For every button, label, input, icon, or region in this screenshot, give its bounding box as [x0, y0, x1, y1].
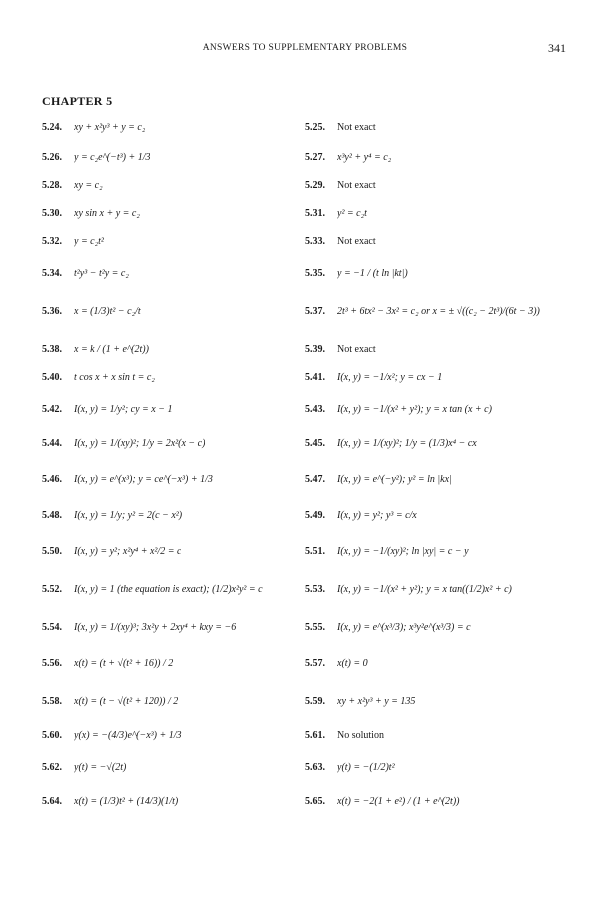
answer-text: xy sin x + y = c₂ — [74, 207, 140, 219]
problem-number: 5.24. — [42, 121, 62, 133]
answer-text: x(t) = 0 — [337, 657, 368, 669]
answer-entry-right — [305, 720, 575, 750]
answer-text: Not exact — [337, 343, 376, 355]
problem-number: 5.64. — [42, 795, 62, 807]
answer-entry-left — [42, 686, 297, 716]
answer-entry-right — [305, 394, 575, 424]
problem-number: 5.27. — [305, 151, 325, 163]
answer-entry-left — [42, 752, 297, 782]
problem-number: 5.26. — [42, 151, 62, 163]
answer-entry-right — [305, 786, 575, 816]
problem-number: 5.38. — [42, 343, 62, 355]
answer-entry-right — [305, 464, 575, 494]
answer-text: xy + x²y³ + y = 135 — [337, 695, 416, 707]
answer-text: xy + x²y³ + y = c₂ — [74, 121, 146, 133]
problem-number: 5.40. — [42, 371, 62, 383]
problem-number: 5.53. — [305, 583, 325, 595]
answer-text: xy = c₂ — [74, 179, 103, 191]
answer-entry-left — [42, 574, 297, 604]
answer-entry-left — [42, 394, 297, 424]
problem-number: 5.56. — [42, 657, 62, 669]
problem-number: 5.50. — [42, 545, 62, 557]
problem-number: 5.54. — [42, 621, 62, 633]
answer-entry-right — [305, 296, 575, 326]
answer-text: I(x, y) = −1/(x² + y²); y = x tan (x + c) — [337, 403, 492, 415]
problem-number: 5.42. — [42, 403, 62, 415]
answer-entry-right — [305, 428, 575, 458]
answer-entry-right — [305, 170, 575, 200]
problem-number: 5.44. — [42, 437, 62, 449]
answer-entry-left — [42, 142, 297, 172]
answer-entry-right — [305, 142, 575, 172]
problem-number: 5.61. — [305, 729, 325, 741]
answer-entry-left — [42, 786, 297, 816]
problem-number: 5.34. — [42, 267, 62, 279]
answer-text: y(x) = −(4/3)e^(−x³) + 1/3 — [74, 729, 182, 741]
answer-text: y = c₂e^(−t³) + 1/3 — [74, 151, 151, 163]
answer-entry-left — [42, 648, 297, 678]
answer-text: No solution — [337, 729, 384, 741]
answer-text: I(x, y) = 1/(xy)²; 1/y = 2x²(x − c) — [74, 437, 206, 449]
answer-text: I(x, y) = y²; y³ = c/x — [337, 509, 417, 521]
answer-text: x(t) = (1/3)t² + (14/3)(1/t) — [74, 795, 179, 807]
answer-entry-left — [42, 536, 297, 566]
answer-entry-left — [42, 170, 297, 200]
chapter-heading: CHAPTER 5 — [42, 94, 113, 108]
answer-entry-right — [305, 752, 575, 782]
answer-text: y = c₂t² — [74, 235, 104, 247]
answer-text: I(x, y) = 1 (the equation is exact); (1/2)x²y² = c — [74, 583, 263, 595]
answer-text: Not exact — [337, 179, 376, 191]
answer-entry-right — [305, 258, 575, 288]
running-title: ANSWERS TO SUPPLEMENTARY PROBLEMS — [202, 43, 408, 53]
answer-entry-left — [42, 362, 297, 392]
problem-number: 5.65. — [305, 795, 325, 807]
answer-text: y² = c₂t — [337, 207, 367, 219]
answer-entry-right — [305, 198, 575, 228]
problem-number: 5.63. — [305, 761, 325, 773]
problem-number: 5.58. — [42, 695, 62, 707]
problem-number: 5.35. — [305, 267, 325, 279]
problem-number: 5.49. — [305, 509, 325, 521]
answer-entry-right — [305, 612, 575, 642]
answer-text: Not exact — [337, 121, 376, 133]
answer-entry-right — [305, 362, 575, 392]
answer-text: I(x, y) = −1/x²; y = cx − 1 — [337, 371, 443, 383]
problem-number: 5.41. — [305, 371, 325, 383]
answer-text: I(x, y) = −1/(xy)²; ln |xy| = c − y — [337, 545, 469, 557]
answer-entry-right — [305, 226, 575, 256]
answer-text: y(t) = −(1/2)t² — [337, 761, 395, 773]
answer-text: I(x, y) = y²; x²y⁴ + x²/2 = c — [74, 545, 182, 557]
problem-number: 5.59. — [305, 695, 325, 707]
problem-number: 5.31. — [305, 207, 325, 219]
answer-text: x = (1/3)t² − c₂/t — [74, 305, 141, 317]
answer-entry-left — [42, 428, 297, 458]
answer-text: x³y² + y⁴ = c₂ — [337, 151, 392, 163]
problem-number: 5.39. — [305, 343, 325, 355]
answer-entry-left — [42, 258, 297, 288]
problem-number: 5.32. — [42, 235, 62, 247]
problem-number: 5.30. — [42, 207, 62, 219]
problem-number: 5.47. — [305, 473, 325, 485]
answer-entry-right — [305, 334, 575, 364]
answer-text: x(t) = (t + √(t² + 16)) / 2 — [74, 657, 174, 669]
problem-number: 5.57. — [305, 657, 325, 669]
answer-text: y = −1 / (t ln |kt|) — [337, 267, 408, 279]
problem-number: 5.48. — [42, 509, 62, 521]
answer-text: I(x, y) = 1/y²; cy = x − 1 — [74, 403, 173, 415]
problem-number: 5.28. — [42, 179, 62, 191]
answer-entry-left — [42, 296, 297, 326]
answer-entry-right — [305, 686, 575, 716]
answer-text: x(t) = −2(1 + e²) / (1 + e^(2t)) — [337, 795, 460, 807]
answer-entry-right — [305, 536, 575, 566]
answer-text: t cos x + x sin t = c₂ — [74, 371, 155, 383]
problem-number: 5.45. — [305, 437, 325, 449]
answer-entry-left — [42, 226, 297, 256]
answer-entry-left — [42, 334, 297, 364]
problem-number: 5.36. — [42, 305, 62, 317]
answer-text: I(x, y) = e^(−y²); y² = ln |kx| — [337, 473, 452, 485]
answer-text: I(x, y) = 1/y; y² = 2(c − x²) — [74, 509, 183, 521]
answer-text: Not exact — [337, 235, 376, 247]
answer-text: 2t³ + 6tx² − 3x² = c₂ or x = ± √((c₂ − 2t³)/(6t − 3)) — [337, 305, 540, 317]
answer-text: I(x, y) = 1/(xy)³; 3x²y + 2xy⁴ + kxy = −6 — [74, 621, 237, 633]
answer-text: y(t) = −√(2t) — [74, 761, 127, 773]
answer-entry-left — [42, 500, 297, 530]
answer-text: I(x, y) = e^(x³); y = ce^(−x³) + 1/3 — [74, 473, 213, 485]
problem-number: 5.29. — [305, 179, 325, 191]
problem-number: 5.52. — [42, 583, 62, 595]
answer-entry-right — [305, 500, 575, 530]
answer-text: I(x, y) = e^(x³/3); x³y²e^(x³/3) = c — [337, 621, 471, 633]
answer-entry-left — [42, 198, 297, 228]
problem-number: 5.51. — [305, 545, 325, 557]
answer-entry-left — [42, 612, 297, 642]
answer-text: x = k / (1 + e^(2t)) — [74, 343, 149, 355]
answer-entry-left — [42, 464, 297, 494]
problem-number: 5.60. — [42, 729, 62, 741]
answer-text: t²y³ − t²y = c₂ — [74, 267, 129, 279]
problem-number: 5.55. — [305, 621, 325, 633]
answer-entry-right — [305, 648, 575, 678]
problem-number: 5.46. — [42, 473, 62, 485]
answer-text: I(x, y) = −1/(x² + y²); y = x tan((1/2)x² + c) — [337, 583, 512, 595]
answer-entry-left — [42, 112, 297, 142]
page-number: 341 — [548, 41, 566, 55]
answer-entry-right — [305, 112, 575, 142]
problem-number: 5.37. — [305, 305, 325, 317]
problem-number: 5.25. — [305, 121, 325, 133]
answer-text: I(x, y) = 1/(xy)²; 1/y = (1/3)x⁴ − cx — [337, 437, 477, 449]
problem-number: 5.43. — [305, 403, 325, 415]
answer-text: x(t) = (t − √(t² + 120)) / 2 — [74, 695, 179, 707]
problem-number: 5.33. — [305, 235, 325, 247]
answer-entry-left — [42, 720, 297, 750]
problem-number: 5.62. — [42, 761, 62, 773]
answer-entry-right — [305, 574, 575, 604]
